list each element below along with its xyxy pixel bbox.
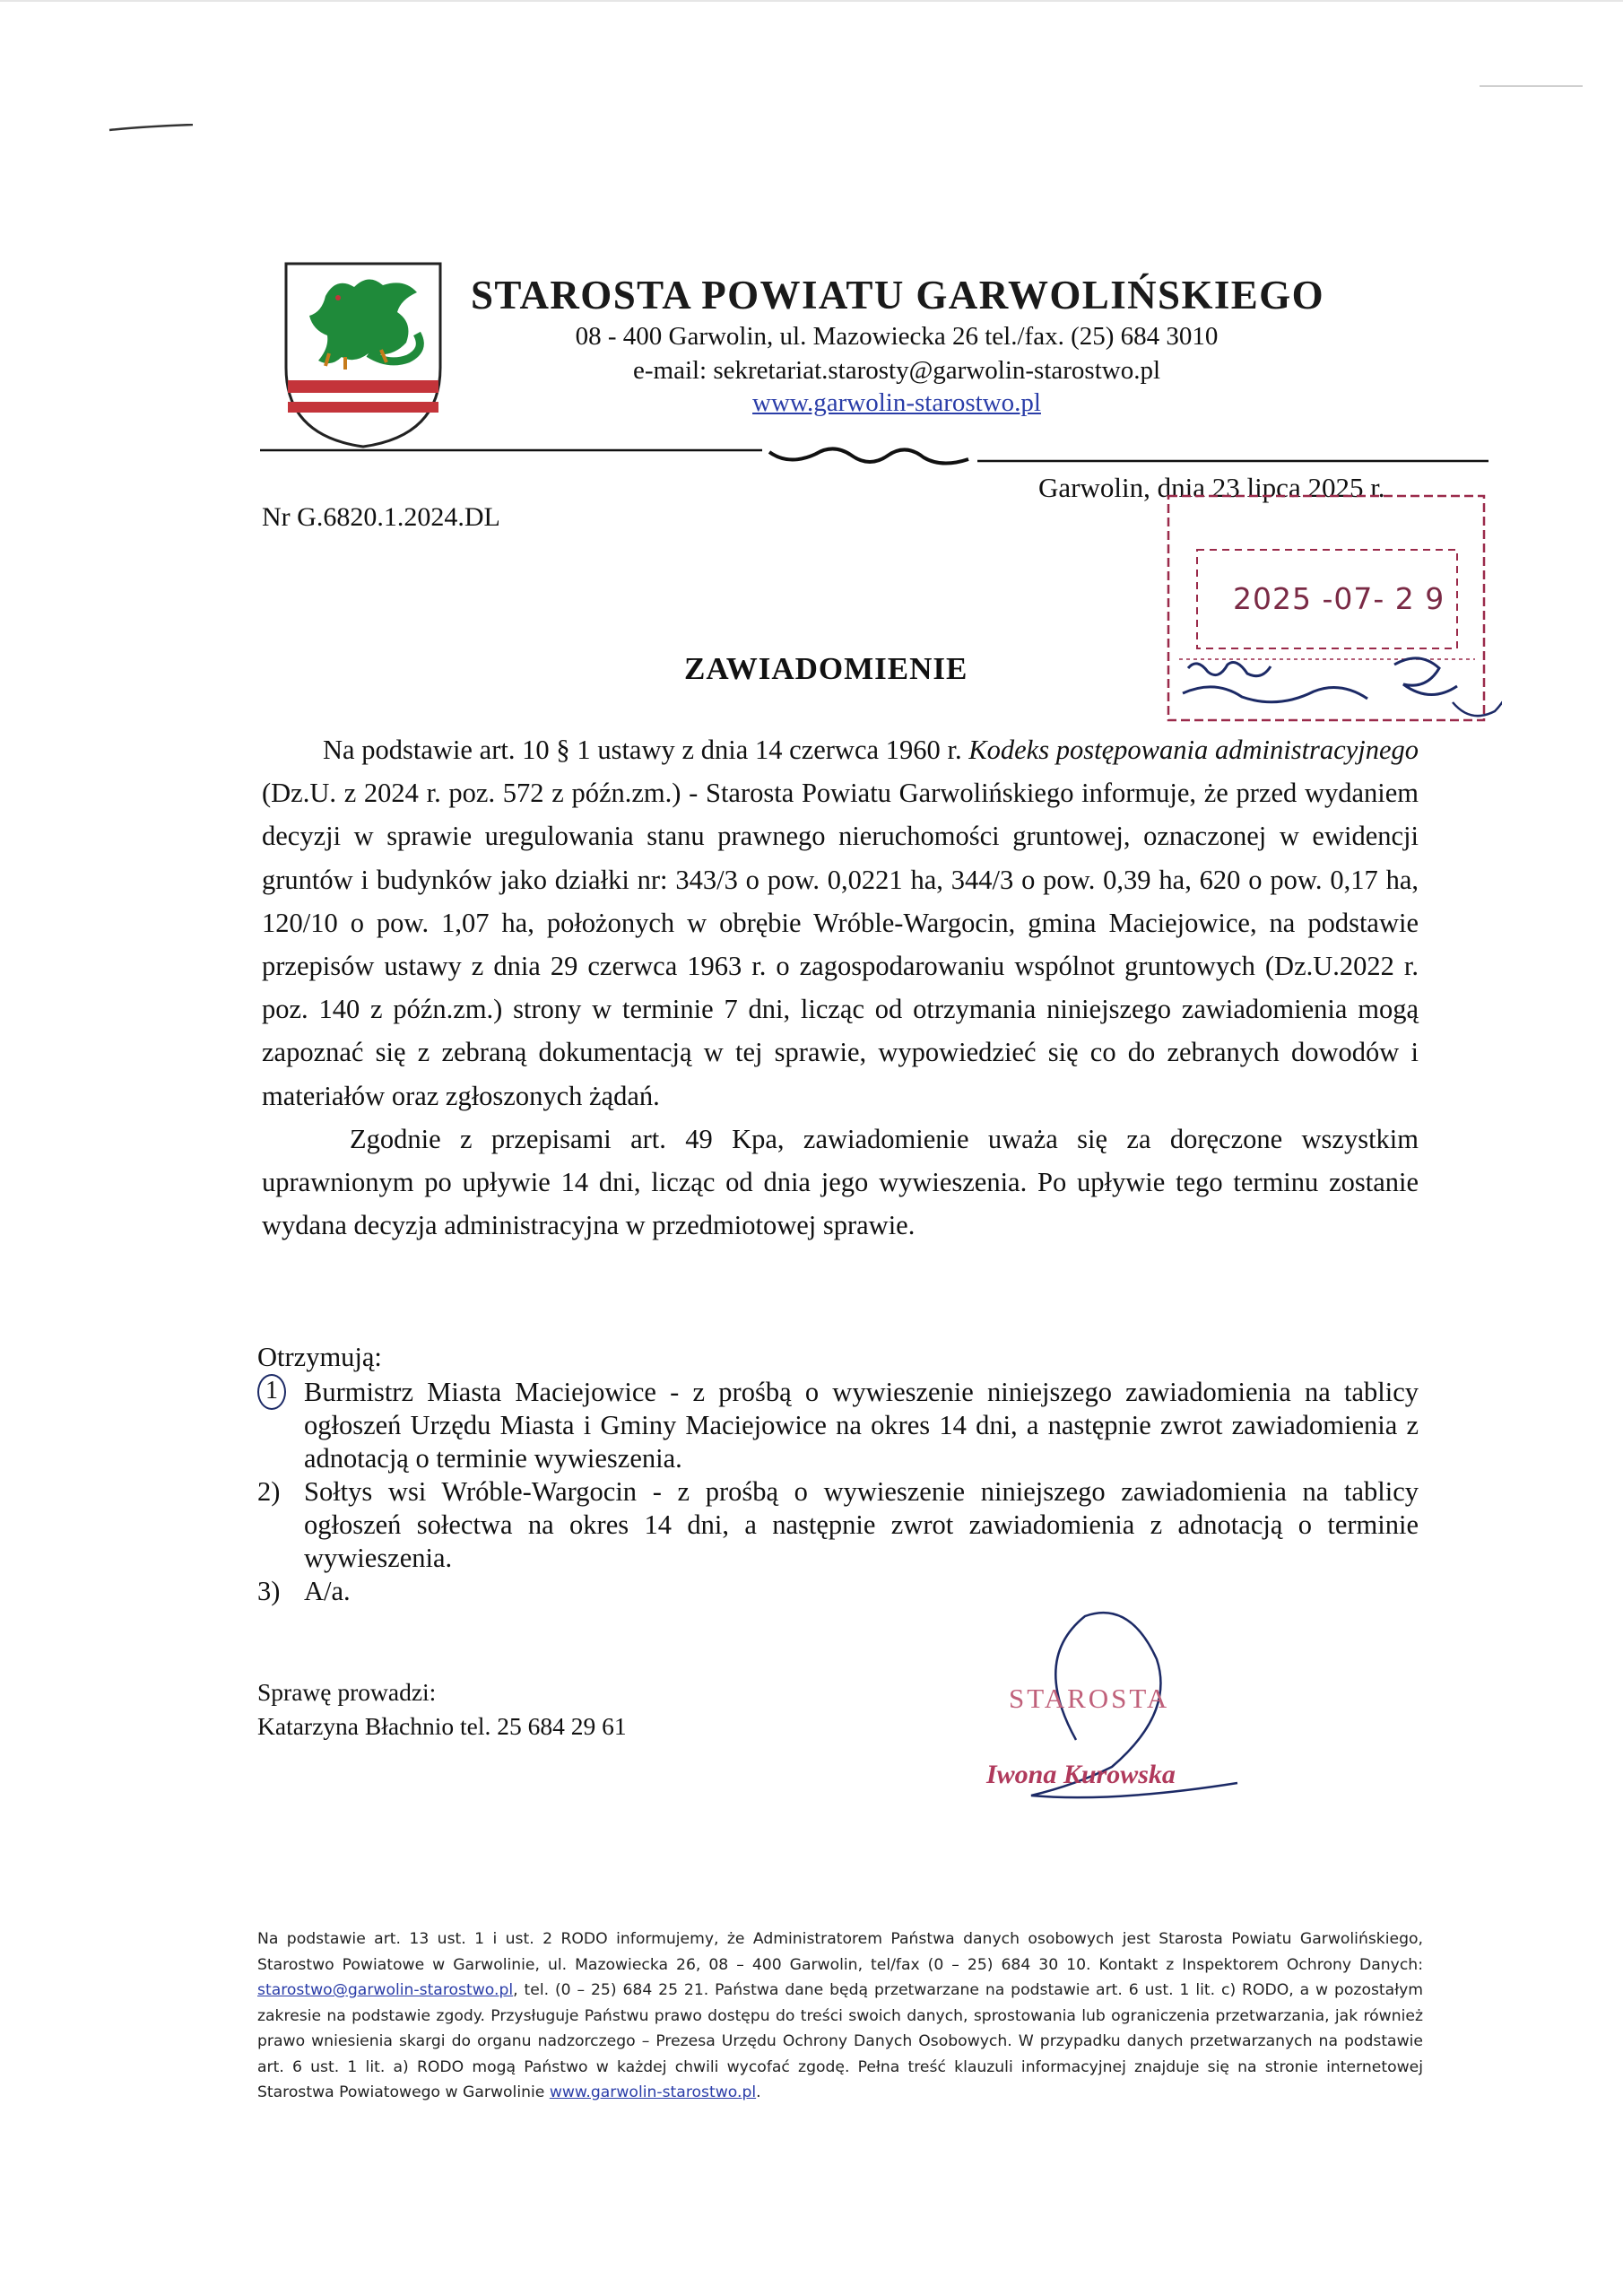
office-address: 08 - 400 Garwolin, ul. Mazowiecka 26 tel./fax. (25) 684 3010: [575, 322, 1219, 351]
office-title: STAROSTA POWIATU GARWOLIŃSKIEGO: [471, 273, 1324, 317]
document-heading: ZAWIADOMIENIE: [684, 651, 968, 686]
scan-edge-mark: [1480, 85, 1583, 87]
body-paragraph-2: Zgodnie z przepisami art. 49 Kpa, zawiadomienie uważa się za doręczone wszystkim uprawnionym po upływie 14 dni, licząc od dnia jego wywieszenia. Po upływie tego terminu zostanie wydana decyzja administracyjna w przedmiotowej sprawie.: [262, 1123, 1419, 1241]
recipients-section: [257, 1341, 1419, 1608]
body-paragraph-1: Na podstawie art. 10 § 1 ustawy z dnia 14 czerwca 1960 r. Kodeks postępowania administracyjnego (Dz.U. z 2024 r. poz. 572 z późn.zm.) - Starosta Powiatu Garwolińskiego informuje, że przed wydaniem decyzji w sprawie uregulowania stanu prawnego nieruchomości gruntowej, oznaczonej w ewidencji gruntów i budynków jako działki nr: 343/3 o pow. 0,0221 ha, 344/3 o pow. 0,39 ha, 620 o pow. 0,17 ha, 120/10 o pow. 1,07 ha, położonych w obrębie Wróble-Wargocin, gmina Maciejowice, na podstawie przepisów ustawy z dnia 29 czerwca 1963 r. o zagospodarowaniu wspólnot gruntowych (Dz.U.2022 r. poz. 140 z późn.zm.) strony w terminie 7 dni, licząc od otrzymania niniejszego zawiadomienia mogą zapoznać się z zebraną dokumentacją w tej sprawie, wypowiedzieć się co do zebranych dowodów i materiałów oraz zgłoszonych żądań.: [262, 735, 1419, 1111]
coat-of-arms-icon: [282, 260, 444, 450]
recipient-item: 1 Burmistrz Miasta Maciejowice - z prośbą o wywieszenie niniejszego zawiadomienia na tablicy ogłoszeń Urzędu Miasta i Gminy Maciejowice na okres 14 dni, a następnie zwrot zawiadomienia z adnotacją o terminie wywieszenia.: [257, 1376, 1419, 1475]
signature-mark: [977, 1605, 1264, 1839]
stamp-receipt-date: 2025 -07- 2 9: [1233, 581, 1445, 616]
iod-email-link[interactable]: starostwo@garwolin-starostwo.pl: [257, 1981, 514, 1999]
case-handler-label: Sprawę prowadzi:: [257, 1678, 437, 1706]
place-and-date: Garwolin, dnia 23 lipca 2025 r.: [1038, 472, 1385, 503]
gdpr-notice: Na podstawie art. 13 ust. 1 i ust. 2 RODO informujemy, że Administratorem Państwa danych osobowych jest Starosta Powiatu Garwolińskiego, Starostwo Powiatowe w Garwolinie, ul. Mazowiecka 26, 08 – 400 Garwolin, tel/fax (0 – 25) 684 30 10. Kontakt z Inspektorem Ochrony Danych: starostwo@garwolin-starostwo.pl, tel. (0 – 25) 684 25 21. Państwa dane będą przetwarzane na podstawie art. 6 ust. 1 lit. c) RODO, a w pozostałym zakresie na podstawie zgody. Przysługuje Państwu prawo dostępu do treści swoich danych, sprostowania lub ograniczenia przetwarzania, jak również prawo wniesienia skargi do organu nadzorczego – Prezesa Urzędu Ochrony Danych Osobowych. W przypadku danych przetwarzanych na podstawie art. 6 ust. 1 lit. a) RODO mogą Państwo w każdej chwili wycofać zgodę. Pełna treść klauzuli informacyjnej znajduje się na stronie internetowej Starostwa Powiatowego w Garwolinie www.garwolin-starostwo.pl.: [257, 1930, 1423, 2101]
recipient-item: 2) Sołtys wsi Wróble-Wargocin - z prośbą o wywieszenie niniejszego zawiadomienia na tablicy ogłoszeń sołectwa na okres 14 dni, a następnie zwrot zawiadomienia z adnotacją o terminie wywieszenia.: [257, 1476, 1419, 1573]
act-title: Kodeks postępowania administracyjnego: [968, 735, 1419, 765]
signatory-role: STAROSTA: [1009, 1683, 1170, 1714]
office-email: e-mail: sekretariat.starosty@garwolin-starostwo.pl: [632, 356, 1160, 385]
case-handler: [257, 1675, 627, 1744]
signatory-name: Iwona Kurowska: [986, 1760, 1176, 1789]
gdpr-website-link[interactable]: www.garwolin-starostwo.pl: [549, 2083, 757, 2101]
office-website-link[interactable]: www.garwolin-starostwo.pl: [752, 388, 1041, 417]
scan-top-edge: [0, 0, 1623, 2]
recipients-heading: Otrzymują:: [257, 1342, 382, 1372]
reference-number: Nr G.6820.1.2024.DL: [262, 502, 500, 532]
notice-body: [262, 728, 1419, 1247]
case-handler-contact: Katarzyna Błachnio tel. 25 684 29 61: [257, 1712, 627, 1740]
recipient-item: 3) A/a.: [257, 1576, 351, 1606]
recipient-number-circled: 1: [257, 1374, 286, 1410]
scan-pen-mark: [108, 124, 197, 133]
